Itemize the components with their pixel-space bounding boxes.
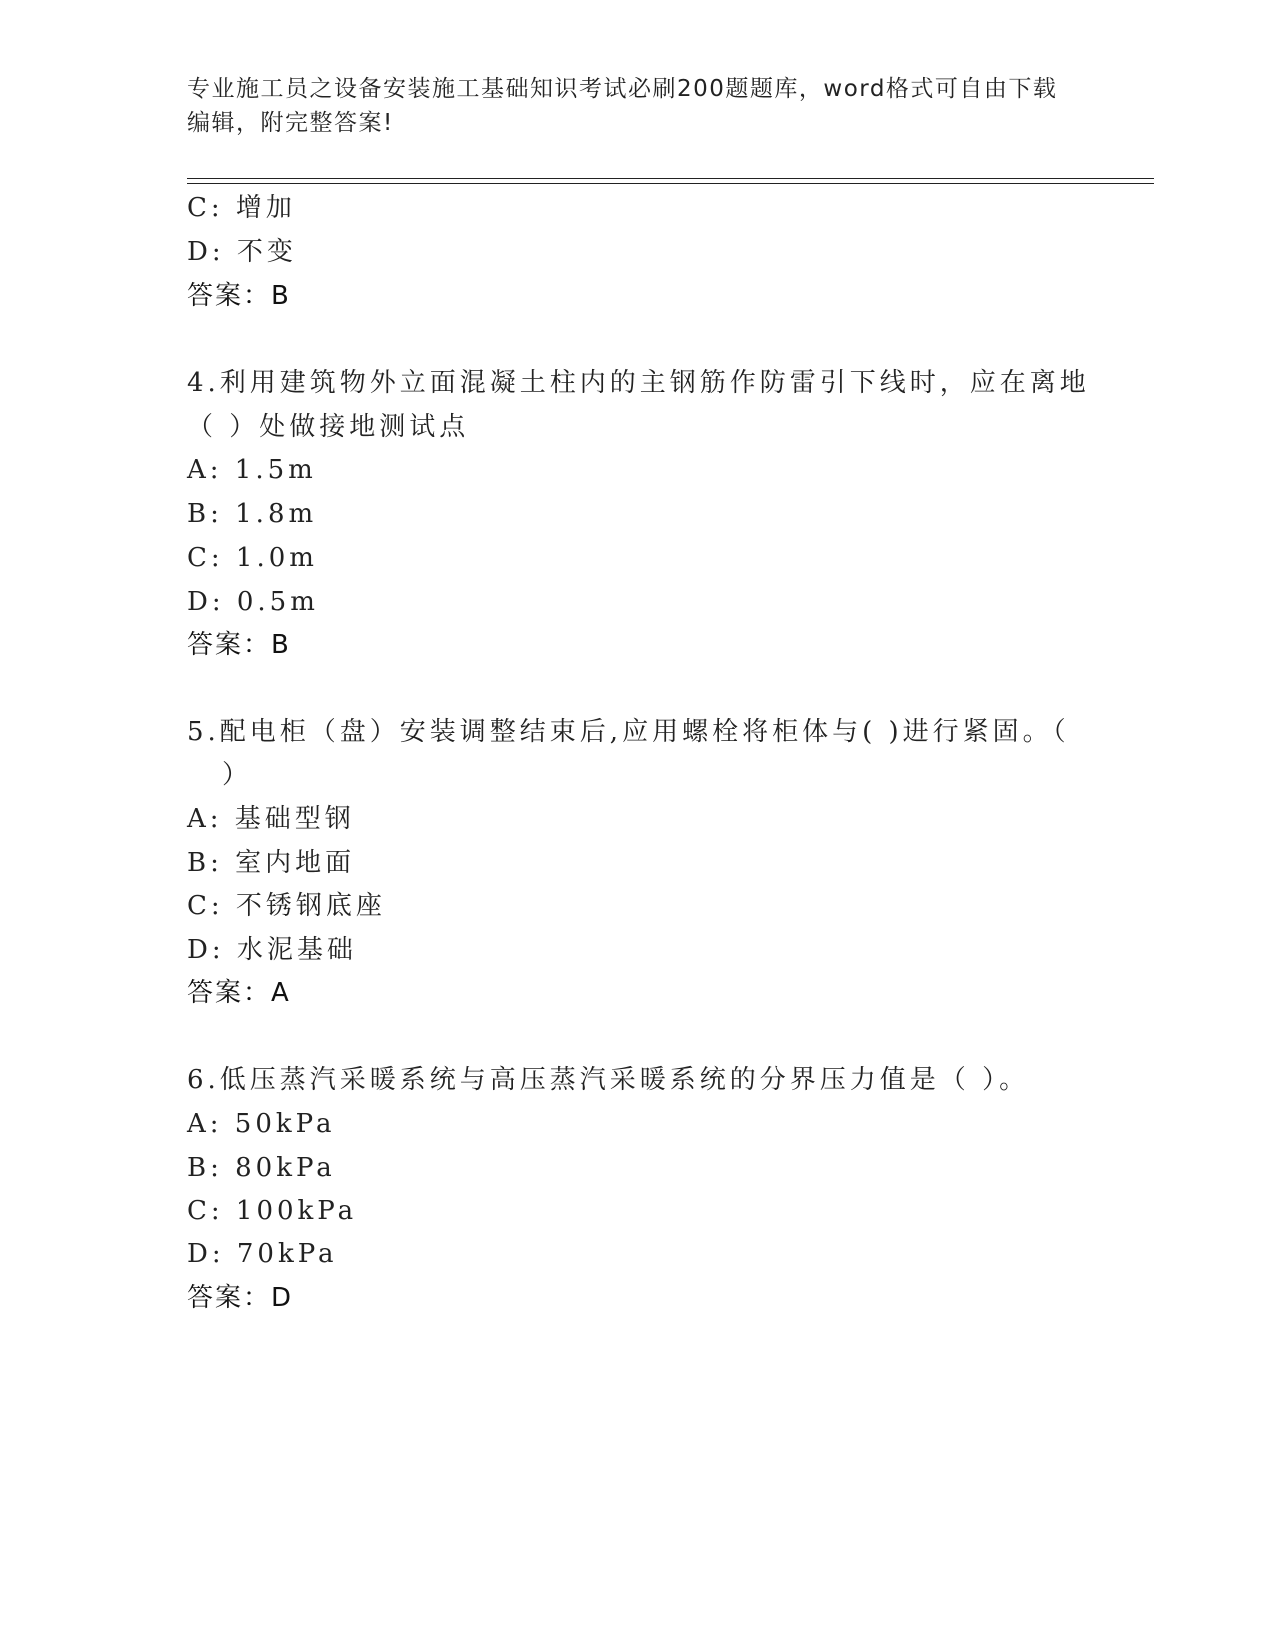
question-5-stem-line-2: ） xyxy=(222,760,253,790)
question-4-answer: 答案：B xyxy=(187,630,291,660)
question-6-stem: 6.低压蒸汽采暖系统与高压蒸汽采暖系统的分界压力值是（ ）。 xyxy=(187,1065,1030,1095)
question-6-option-c: C: 100kPa xyxy=(187,1196,358,1226)
question-4-option-d: D: 0.5m xyxy=(187,587,319,617)
question-5-option-d: D: 水泥基础 xyxy=(187,935,357,965)
question-4-stem-line-2: （ ）处做接地测试点 xyxy=(187,412,470,442)
question-5-option-c: C: 不锈钢底座 xyxy=(187,891,386,921)
header-divider-bottom xyxy=(187,183,1154,184)
prev-question-option-c: C: 增加 xyxy=(187,193,296,223)
question-4-option-b: B: 1.8m xyxy=(187,499,318,529)
question-4-option-a: A: 1.5m xyxy=(187,455,317,485)
question-5-option-a: A: 基础型钢 xyxy=(187,804,355,834)
header-title-line-1: 专业施工员之设备安装施工基础知识考试必刷200题题库，word格式可自由下载 xyxy=(187,76,1058,102)
question-6-option-a: A: 50kPa xyxy=(187,1109,336,1139)
header-divider-top xyxy=(187,178,1154,179)
question-6-answer: 答案：D xyxy=(187,1283,294,1313)
document-header xyxy=(187,72,1087,140)
question-5-stem-line-1: 5.配电柜（盘）安装调整结束后,应用螺栓将柜体与( )进行紧固。（ xyxy=(187,717,1070,747)
question-5-answer: 答案：A xyxy=(187,978,291,1008)
question-6-option-b: B: 80kPa xyxy=(187,1153,336,1183)
prev-question-option-d: D: 不变 xyxy=(187,237,297,267)
prev-question-answer: 答案：B xyxy=(187,281,291,311)
question-6-option-d: D: 70kPa xyxy=(187,1239,338,1269)
question-4-stem-line-1: 4.利用建筑物外立面混凝土柱内的主钢筋作防雷引下线时，应在离地 xyxy=(187,368,1090,398)
question-4-option-c: C: 1.0m xyxy=(187,543,318,573)
header-title-line-2: 编辑，附完整答案! xyxy=(187,110,394,136)
question-5-option-b: B: 室内地面 xyxy=(187,848,356,878)
